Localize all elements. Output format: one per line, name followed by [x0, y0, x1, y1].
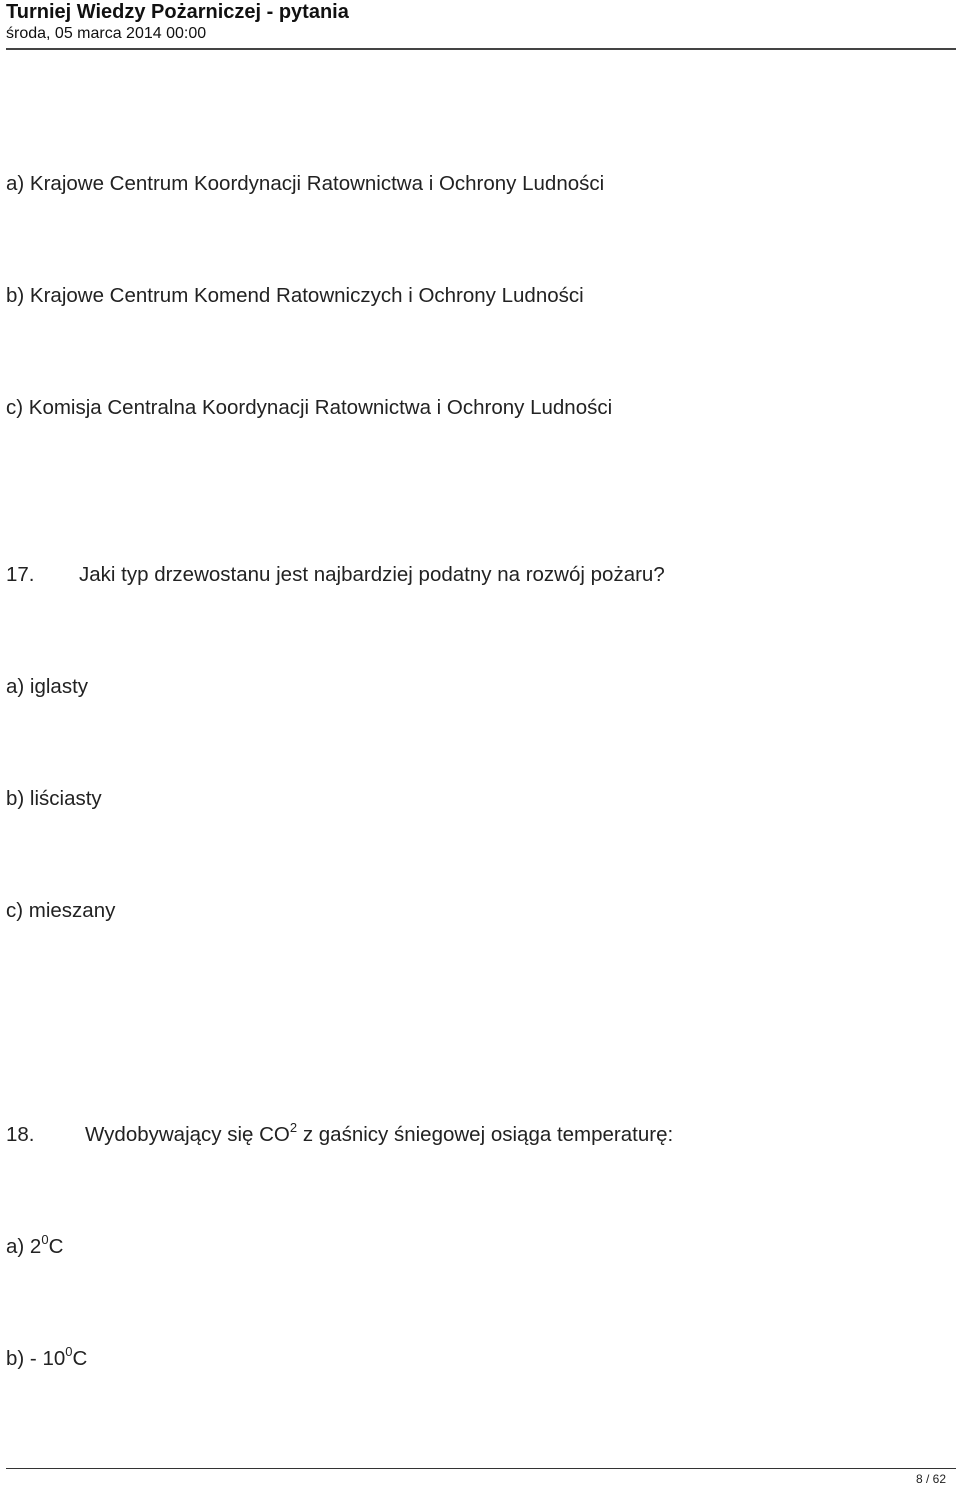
- answer-18-a: [6, 1234, 63, 1260]
- header-divider: [6, 48, 956, 50]
- answer-18-b: [6, 1346, 87, 1372]
- answer-18-a-value: a) 2: [6, 1235, 42, 1258]
- answer-18-b-degree: 0: [65, 1344, 73, 1359]
- question-17-text: Jaki typ drzewostanu jest najbardziej podatny na rozwój pożaru?: [79, 563, 665, 586]
- document-date: środa, 05 marca 2014 00:00: [6, 25, 207, 42]
- question-17: [6, 562, 665, 588]
- question-18-subscript: 2: [289, 1120, 298, 1135]
- question-18-text-before: Wydobywający się CO: [85, 1123, 290, 1146]
- answer-17-a: a) iglasty: [6, 675, 89, 698]
- answer-prev-b: b) Krajowe Centrum Komend Ratowniczych i Ochrony Ludności: [6, 284, 584, 307]
- question-18: [6, 1122, 673, 1148]
- question-18-number: 18.: [6, 1123, 35, 1146]
- page-number: 8 / 62: [915, 1472, 946, 1486]
- answer-prev-a: a) Krajowe Centrum Koordynacji Ratownictwa i Ochrony Ludności: [6, 172, 605, 195]
- answer-prev-c: c) Komisja Centralna Koordynacji Ratownictwa i Ochrony Ludności: [6, 396, 613, 419]
- question-17-number: 17.: [6, 563, 35, 586]
- footer-divider: [6, 1468, 956, 1469]
- answer-18-a-degree: 0: [41, 1232, 49, 1247]
- question-18-text-after: z gaśnicy śniegowej osiąga temperaturę:: [297, 1123, 674, 1146]
- answer-18-b-value: b) - 10: [6, 1347, 66, 1370]
- answer-17-b: b) liściasty: [6, 787, 102, 810]
- answer-18-a-unit: C: [48, 1235, 64, 1258]
- answer-18-b-unit: C: [72, 1347, 88, 1370]
- document-title: Turniej Wiedzy Pożarniczej - pytania: [6, 1, 349, 23]
- answer-17-c: c) mieszany: [6, 899, 116, 922]
